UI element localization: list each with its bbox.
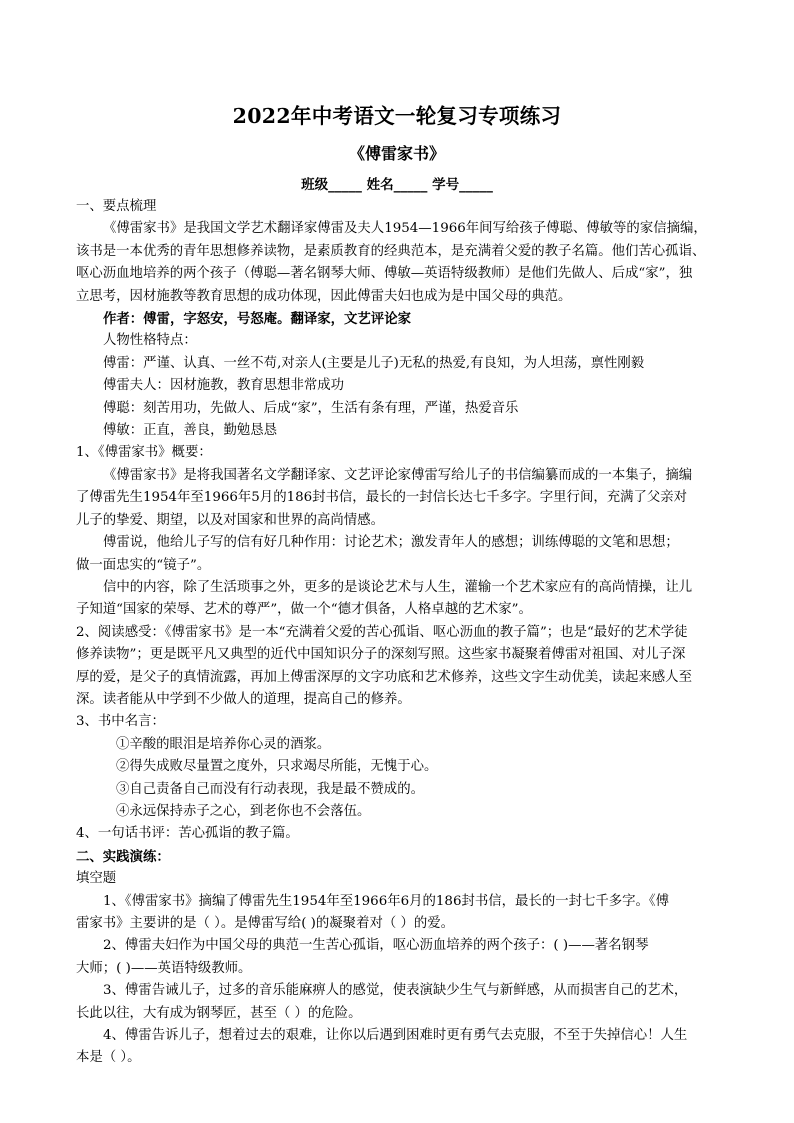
text-line: 做一面忠实的“镜子”。 xyxy=(76,557,211,573)
document-subtitle: 《傅雷家书》 xyxy=(348,144,445,163)
one-sentence-review: 4、一句话书评：苦心孤诣的教子篇。 xyxy=(76,826,299,842)
trait-fu-lei: 傅雷：严谨、认真、一丝不苟,对亲人(主要是儿子)无私的热爱,有良知，为人坦荡，禀性刚毅 xyxy=(103,355,645,371)
text-line: 《傅雷家书》是我国文学艺术翻译家傅雷及夫人1954—1966年间写给孩子傅聪、傅敏等的家信摘编， xyxy=(103,221,707,237)
question-1 xyxy=(76,891,718,936)
text-line: 子知道“国家的荣辱、艺术的尊严”，做一个“德才俱备，人格卓越的艺术家”。 xyxy=(76,602,532,618)
text-line: 修养读物”；更是既平凡又典型的近代中国知识分子的深刻写照。这些家书凝聚着傅雷对祖国、对儿子深 xyxy=(76,647,686,663)
text-line: 呕心沥血地培养的两个孩子（傅聪—著名钢琴大师、傅敏—英语特级教师）是他们先做人、后成“家”，独 xyxy=(76,266,693,282)
overview-paragraph xyxy=(76,465,718,532)
text-line: 2、阅读感受：《傅雷家书》是一本“充满着父爱的苦心孤诣、呕心沥血的教子篇”；也是“最好的艺术学徒 xyxy=(76,624,688,640)
text-line: 该书是一本优秀的青年思想修养读物，是素质教育的经典范本，是充满着父爱的教子名篇。他们苦心孤诣、 xyxy=(76,243,706,259)
text-line: 本是（ ）。 xyxy=(76,1050,141,1066)
text-line: 信中的内容，除了生活琐事之外，更多的是谈论艺术与人生，灌输一个艺术家应有的高尚情操，让儿 xyxy=(103,579,693,595)
text-line: 1、《傅雷家书》摘编了傅雷先生1954年至1966年6月的186封书信，最长的一封七千多字。《傅 xyxy=(103,893,670,909)
text-line: 2、傅雷夫妇作为中国父母的典范一生苦心孤诣，呕心沥血培养的两个孩子：( )——著名钢琴 xyxy=(103,938,649,954)
text-line: 《傅雷家书》是将我国著名文学翻译家、文艺评论家傅雷写给儿子的书信编纂而成的一本集子，摘编 xyxy=(103,467,693,483)
quote-item: ③自己责备自己而没有行动表现，我是最不赞成的。 xyxy=(116,781,424,797)
intro-paragraph xyxy=(76,218,718,308)
trait-fu-min: 傅敏：正直，善良，勤勉恳恳 xyxy=(103,423,278,439)
text-line: 大师；( )——英语特级教师。 xyxy=(76,960,252,976)
quote-item: ④永远保持赤子之心，到老你也不会落伍。 xyxy=(116,803,371,819)
text-line: 深。读者能从中学到不少做人的道理，提高自己的修养。 xyxy=(76,691,411,707)
section-2-heading: 二、实践演练： xyxy=(76,848,170,865)
text-line: 儿子的挚爱、期望，以及对国家和世界的高尚情感。 xyxy=(76,512,384,528)
trait-fu-cong: 傅聪：刻苦用功，先做人、后成“家”，生活有条有理，严谨，热爱音乐 xyxy=(103,400,519,416)
fill-in-blank-label: 填空题 xyxy=(76,871,117,887)
text-line: 4、傅雷告诉儿子，想着过去的艰难，让你以后遇到困难时更有勇气去克服，不至于失掉信心！人生 xyxy=(103,1028,688,1044)
text-line: 3、傅雷告诫儿子，过多的音乐能麻痹人的感觉，使表演缺少生气与新鲜感，从而损害自己的艺术， xyxy=(103,983,688,999)
quote-item: ②得失成败尽量置之度外，只求竭尽所能，无愧于心。 xyxy=(116,759,438,775)
reading-impression-paragraph xyxy=(76,622,718,712)
question-2 xyxy=(76,935,718,980)
quote-item: ①辛酸的眼泪是培养你心灵的酒浆。 xyxy=(116,736,331,752)
text-line: 长此以往，大有成为钢琴匠，甚至（ ）的危险。 xyxy=(76,1005,362,1021)
document-page xyxy=(76,92,718,1070)
text-line: 立思考，因材施教等教育思想的成功体现，因此傅雷夫妇也成为是中国父母的典范。 xyxy=(76,288,572,304)
overview-heading: 1、《傅雷家书》概要： xyxy=(76,445,212,461)
document-title: 2022年中考语文一轮复习专项练习 xyxy=(232,104,562,128)
text-line: 厚的爱，是父子的真情流露，再加上傅雷深厚的文字功底和艺术修养，这些文字生动优美，读起来感人至 xyxy=(76,669,692,685)
letter-purpose-paragraph xyxy=(76,532,718,577)
class-name-number-line: 班级_____ 姓名_____ 学号_____ xyxy=(301,177,493,193)
question-3 xyxy=(76,980,718,1025)
letter-content-paragraph xyxy=(76,577,718,622)
text-line: 了傅雷先生1954年至1966年5月的186封书信，最长的一封信长达七千多字。字里行间，充满了父亲对 xyxy=(76,490,688,506)
section-1-heading: 一、要点梳理 xyxy=(76,199,157,214)
trait-fu-lei-wife: 傅雷夫人：因材施教，教育思想非常成功 xyxy=(103,378,345,394)
author-line: 作者：傅雷，字怒安，号怒庵。翻译家，文艺评论家 xyxy=(103,311,411,328)
quotes-heading: 3、书中名言： xyxy=(76,714,165,730)
question-4 xyxy=(76,1025,718,1070)
text-line: 雷家书》主要讲的是（ ）。是傅雷写给( )的凝聚着对（ ）的爱。 xyxy=(76,916,455,931)
text-line: 傅雷说，他给儿子写的信有好几种作用：讨论艺术；激发青年人的感想；训练傅聪的文笔和思想； xyxy=(103,535,679,551)
traits-heading: 人物性格特点： xyxy=(103,333,197,349)
